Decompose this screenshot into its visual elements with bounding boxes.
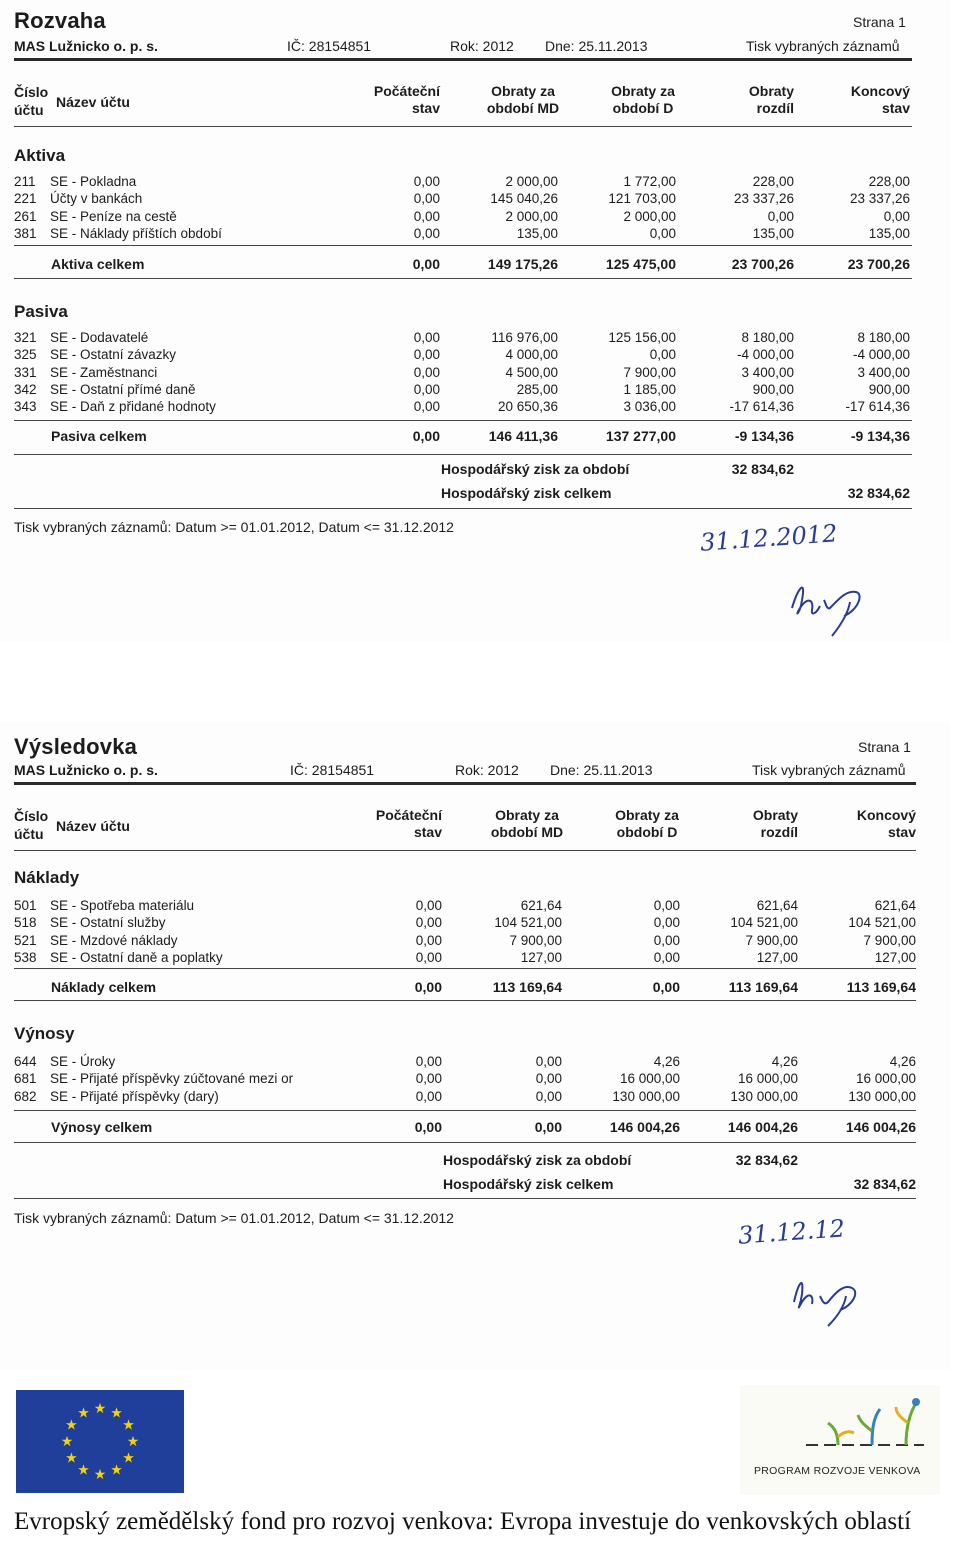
total-md: 146 411,36	[488, 428, 558, 444]
turnover-difference: 4,26	[771, 1054, 798, 1069]
account-name: SE - Zaměstnanci	[50, 364, 158, 380]
turnover-d: 125 156,00	[608, 330, 676, 345]
star-icon: ★	[93, 1400, 107, 1416]
col-header-uctu: účtu	[14, 826, 44, 842]
col-header-cislo: Číslo	[14, 84, 49, 100]
star-icon: ★	[110, 1461, 123, 1478]
account-name: SE - Přijaté příspěvky (dary)	[50, 1088, 219, 1104]
turnover-d: 1 772,00	[623, 174, 676, 189]
account-name: SE - Přijaté příspěvky zúčtované mezi or	[50, 1071, 294, 1087]
opening-balance: 0,00	[413, 225, 440, 241]
turnover-d: 130 000,00	[612, 1088, 680, 1104]
turnover-md: 116 976,00	[491, 330, 558, 345]
opening-balance: 0,00	[413, 347, 440, 363]
closing-balance: -4 000,00	[852, 347, 910, 363]
turnover-md: 0,00	[535, 1054, 562, 1069]
opening-balance: 0,00	[413, 191, 440, 207]
turnover-md: 135,00	[516, 225, 558, 241]
col-header-pocatecni: Počáteční stav	[375, 807, 442, 840]
naklady-total-rule	[14, 1000, 916, 1001]
opening-balance: 0,00	[415, 915, 442, 931]
opening-balance: 0,00	[415, 949, 442, 965]
col-header-d: Obraty za období D	[615, 807, 679, 840]
col-header-pocatecni: Počáteční stav	[373, 83, 440, 116]
profit-period-value: 32 834,62	[735, 1152, 798, 1168]
total-d: 137 277,00	[605, 428, 676, 444]
col-header-md: Obraty za období MD	[490, 807, 564, 840]
ic-number: IČ: 28154851	[290, 762, 375, 778]
account-number: 501	[14, 898, 37, 913]
account-number: 681	[14, 1071, 37, 1087]
account-number: 538	[14, 949, 37, 965]
total-md: 149 175,26	[487, 256, 558, 272]
turnover-d: 16 000,00	[619, 1071, 680, 1087]
account-number: 518	[14, 915, 37, 931]
aktiva-subtotal-rule	[14, 245, 912, 246]
col-header-koncovy: Koncový stav	[850, 83, 910, 116]
opening-balance: 0,00	[415, 1088, 442, 1104]
account-name: SE - Náklady příštích období	[50, 225, 222, 241]
account-name: SE - Ostatní přímé daně	[50, 381, 196, 397]
turnover-difference: 0,00	[767, 208, 794, 224]
profit-period-label: Hospodářský zisk za období	[443, 1152, 632, 1168]
account-name: SE - Mzdové náklady	[50, 932, 178, 948]
turnover-md: 2 000,00	[505, 208, 558, 224]
total-d: 125 475,00	[605, 256, 676, 272]
account-number: 682	[14, 1088, 37, 1104]
turnover-difference: 23 337,26	[733, 191, 794, 207]
header-rule	[14, 782, 916, 785]
total-difference: -9 134,36	[734, 428, 794, 444]
turnover-difference: 104 521,00	[730, 915, 798, 931]
rozvaha-sheet	[0, 0, 950, 642]
col-header-d: Obraty za období D	[611, 83, 675, 116]
turnover-d: 1 185,00	[623, 381, 676, 397]
opening-balance: 0,00	[415, 932, 442, 948]
star-icon: ★	[122, 1449, 135, 1466]
turnover-difference: 127,00	[756, 949, 798, 965]
total-opening: 0,00	[414, 979, 442, 995]
turnover-md: 0,00	[535, 1088, 562, 1104]
profit-total-value: 32 834,62	[847, 485, 910, 501]
star-icon: ★	[126, 1433, 140, 1449]
eu-flag-logo	[16, 1390, 184, 1493]
profit-total-value: 32 834,62	[853, 1176, 916, 1192]
col-header-rozdil: Obraty rozdíl	[752, 807, 798, 840]
ic-number: IČ: 28154851	[287, 38, 372, 54]
account-number: 321	[14, 330, 37, 345]
opening-balance: 0,00	[413, 399, 440, 415]
opening-balance: 0,00	[413, 381, 440, 397]
total-closing: 23 700,26	[847, 256, 910, 272]
header-rule	[14, 58, 912, 61]
account-name: SE - Peníze na cestě	[50, 208, 177, 224]
closing-balance: 621,64	[874, 898, 916, 913]
aktiva-total-rule	[14, 278, 912, 279]
footer-caption: Evropský zemědělský fond pro rozvoj venkova: Evropa investuje do venkovských oblastí	[14, 1508, 912, 1535]
turnover-difference: 7 900,00	[745, 932, 798, 948]
total-md: 113 169,64	[492, 979, 562, 995]
total-d: 146 004,26	[609, 1119, 680, 1135]
col-header-koncovy: Koncový stav	[856, 807, 916, 840]
account-number: 342	[14, 381, 37, 397]
col-header-nazev: Název účtu	[56, 94, 130, 110]
account-number: 221	[14, 191, 37, 207]
star-icon: ★	[93, 1466, 107, 1482]
closing-balance: -17 614,36	[845, 399, 910, 415]
vynosy-subtotal-rule	[14, 1110, 916, 1111]
account-number: 325	[14, 347, 37, 363]
total-opening: 0,00	[412, 256, 440, 272]
col-header-uctu: účtu	[14, 102, 44, 118]
account-name: SE - Pokladna	[50, 174, 137, 189]
section-title-vynosy: Výnosy	[14, 1024, 75, 1043]
turnover-difference: 16 000,00	[737, 1071, 798, 1087]
closing-balance: 228,00	[868, 174, 910, 189]
turnover-md: 4 500,00	[505, 364, 558, 380]
section-title-pasiva: Pasiva	[14, 302, 68, 321]
total-opening: 0,00	[414, 1119, 442, 1135]
closing-balance: 7 900,00	[863, 932, 916, 948]
closing-balance: 23 337,26	[849, 191, 910, 207]
col-header-cislo: Číslo	[14, 808, 49, 824]
account-number: 211	[14, 174, 36, 189]
turnover-difference: 900,00	[752, 381, 794, 397]
turnover-difference: 228,00	[752, 174, 794, 189]
total-md: 0,00	[534, 1119, 562, 1135]
total-d: 0,00	[652, 979, 680, 995]
sprout-logo-icon	[800, 1393, 930, 1453]
program-label: PROGRAM ROZVOJE VENKOVA	[754, 1465, 921, 1477]
year: Rok: 2012	[450, 38, 514, 54]
profit-rule	[14, 508, 912, 509]
turnover-md: 145 040,26	[490, 191, 558, 207]
turnover-difference: 135,00	[752, 225, 794, 241]
account-name: SE - Spotřeba materiálu	[50, 898, 195, 913]
closing-balance: 104 521,00	[848, 915, 916, 931]
closing-balance: 135,00	[868, 225, 910, 241]
page-number: Strana 1	[853, 14, 906, 30]
total-label: Náklady celkem	[51, 979, 157, 995]
program-rozvoje-venkova-logo	[740, 1385, 940, 1495]
print-date: Dne: 25.11.2013	[545, 38, 648, 54]
rozvaha-title: Rozvaha	[14, 8, 106, 33]
vysledovka-sheet	[0, 722, 950, 1370]
handwritten-date: 31.12.2012	[699, 519, 839, 557]
column-header-rule	[14, 850, 916, 851]
total-label: Pasiva celkem	[51, 428, 147, 444]
turnover-md: 20 650,36	[497, 399, 558, 415]
account-name: SE - Ostatní daně a poplatky	[50, 949, 223, 965]
star-icon: ★	[65, 1416, 78, 1433]
star-icon: ★	[77, 1461, 90, 1478]
account-number: 521	[14, 932, 37, 948]
print-selection-note: Tisk vybraných záznamů	[752, 762, 906, 778]
turnover-difference: -4 000,00	[736, 347, 794, 363]
turnover-md: 7 900,00	[509, 932, 562, 948]
opening-balance: 0,00	[415, 1054, 442, 1069]
turnover-difference: 130 000,00	[730, 1088, 798, 1104]
section-title-naklady: Náklady	[14, 868, 80, 887]
turnover-d: 0,00	[649, 347, 676, 363]
pasiva-total-rule	[14, 454, 912, 455]
organization-name: MAS Lužnicko o. p. s.	[14, 38, 158, 54]
star-icon: ★	[122, 1416, 135, 1433]
print-selection-note: Tisk vybraných záznamů	[746, 38, 900, 54]
account-number: 343	[14, 399, 37, 415]
profit-total-label: Hospodářský zisk celkem	[441, 485, 612, 501]
closing-balance: 130 000,00	[848, 1088, 916, 1104]
turnover-d: 7 900,00	[623, 364, 676, 380]
column-header-rule	[14, 126, 912, 127]
turnover-d: 121 703,00	[608, 191, 676, 207]
pasiva-subtotal-rule	[14, 420, 912, 421]
col-header-nazev: Název účtu	[56, 818, 130, 834]
closing-balance: 0,00	[883, 208, 910, 224]
opening-balance: 0,00	[415, 1071, 442, 1087]
date-filter-note: Tisk vybraných záznamů: Datum >= 01.01.2012, Datum <= 31.12.2012	[14, 1210, 454, 1226]
naklady-subtotal-rule	[14, 968, 916, 969]
profit-total-label: Hospodářský zisk celkem	[443, 1176, 614, 1192]
account-name: Účty v bankách	[50, 191, 143, 207]
page-number: Strana 1	[858, 739, 911, 755]
col-header-md: Obraty za období MD	[486, 83, 560, 116]
opening-balance: 0,00	[415, 898, 442, 913]
total-label: Aktiva celkem	[51, 256, 145, 272]
total-opening: 0,00	[412, 428, 440, 444]
star-icon: ★	[110, 1404, 123, 1421]
turnover-md: 285,00	[516, 381, 558, 397]
turnover-md: 2 000,00	[505, 174, 558, 189]
turnover-md: 0,00	[535, 1071, 562, 1087]
signature-icon	[780, 570, 880, 640]
signature-icon	[780, 1262, 870, 1332]
account-name: SE - Dodavatelé	[50, 330, 149, 345]
closing-balance: 3 400,00	[857, 364, 910, 380]
turnover-difference: -17 614,36	[729, 399, 794, 415]
turnover-d: 0,00	[653, 949, 680, 965]
account-number: 644	[14, 1054, 37, 1069]
profit-period-label: Hospodářský zisk za období	[441, 461, 630, 477]
account-number: 381	[14, 225, 37, 241]
total-label: Výnosy celkem	[51, 1119, 153, 1135]
profit-period-value: 32 834,62	[731, 461, 794, 477]
turnover-md: 4 000,00	[505, 347, 558, 363]
col-header-rozdil: Obraty rozdíl	[748, 83, 794, 116]
turnover-d: 2 000,00	[623, 208, 676, 224]
star-icon: ★	[77, 1404, 90, 1421]
handwritten-date: 31.12.12	[737, 1214, 846, 1250]
vysledovka-title: Výsledovka	[14, 734, 138, 759]
turnover-d: 0,00	[653, 915, 680, 931]
account-number: 261	[14, 208, 37, 224]
opening-balance: 0,00	[413, 174, 440, 189]
turnover-d: 0,00	[649, 225, 676, 241]
total-difference: 113 169,64	[728, 979, 798, 995]
turnover-difference: 8 180,00	[741, 330, 794, 345]
total-closing: 146 004,26	[845, 1119, 916, 1135]
closing-balance: 900,00	[868, 381, 910, 397]
closing-balance: 127,00	[874, 949, 916, 965]
closing-balance: 4,26	[889, 1054, 916, 1069]
turnover-difference: 3 400,00	[741, 364, 794, 380]
date-filter-note: Tisk vybraných záznamů: Datum >= 01.01.2012, Datum <= 31.12.2012	[14, 519, 454, 535]
vynosy-total-rule	[14, 1142, 916, 1143]
turnover-d: 0,00	[653, 898, 680, 913]
total-closing: 113 169,64	[846, 979, 916, 995]
account-name: SE - Daň z přidané hodnoty	[50, 399, 216, 415]
turnover-d: 0,00	[653, 932, 680, 948]
closing-balance: 16 000,00	[855, 1071, 916, 1087]
turnover-difference: 621,64	[756, 898, 798, 913]
turnover-md: 127,00	[520, 949, 562, 965]
star-icon: ★	[60, 1433, 74, 1449]
account-number: 331	[14, 364, 37, 380]
section-title-aktiva: Aktiva	[14, 146, 66, 165]
print-date: Dne: 25.11.2013	[550, 762, 653, 778]
eu-stars-icon	[16, 1390, 184, 1493]
turnover-d: 4,26	[653, 1054, 680, 1069]
organization-name: MAS Lužnicko o. p. s.	[14, 762, 158, 778]
closing-balance: 8 180,00	[857, 330, 910, 345]
opening-balance: 0,00	[413, 330, 440, 345]
star-icon: ★	[65, 1449, 78, 1466]
turnover-d: 3 036,00	[623, 399, 676, 415]
opening-balance: 0,00	[413, 364, 440, 380]
total-difference: 146 004,26	[727, 1119, 798, 1135]
account-name: SE - Úroky	[50, 1054, 116, 1069]
account-name: SE - Ostatní závazky	[50, 347, 177, 363]
account-name: SE - Ostatní služby	[50, 915, 166, 931]
total-closing: -9 134,36	[850, 428, 910, 444]
total-difference: 23 700,26	[731, 256, 794, 272]
turnover-md: 621,64	[520, 898, 562, 913]
opening-balance: 0,00	[413, 208, 440, 224]
turnover-md: 104 521,00	[494, 915, 562, 931]
year: Rok: 2012	[455, 762, 519, 778]
profit-rule	[14, 1198, 916, 1199]
